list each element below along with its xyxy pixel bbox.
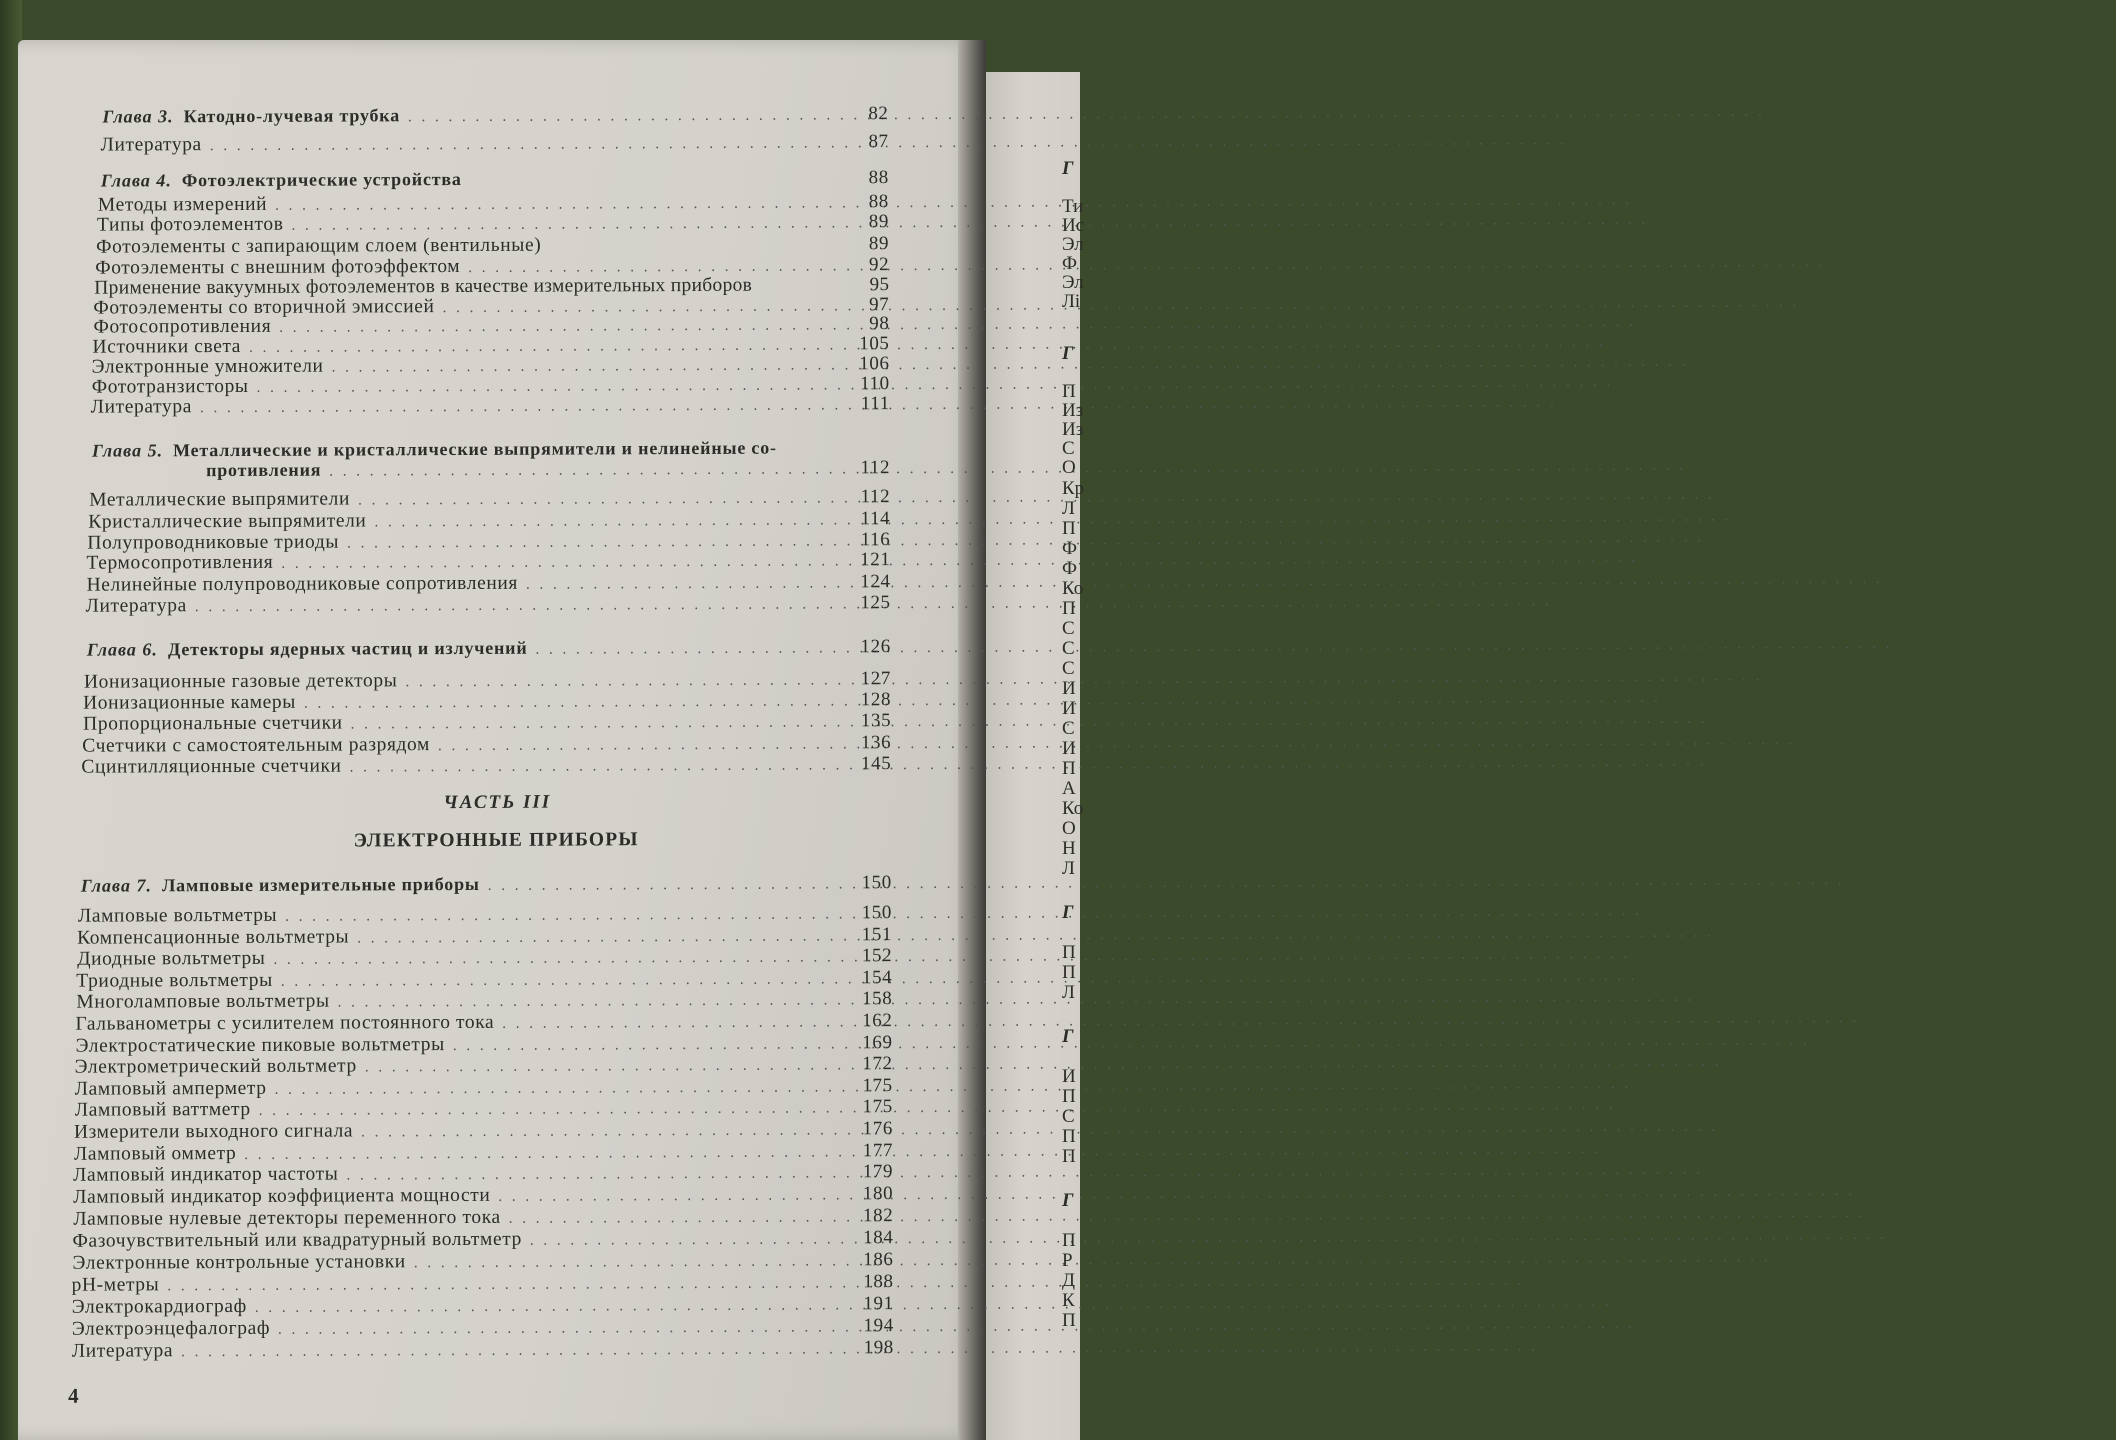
page-ref: 145 [860,753,892,775]
right-page-fragment: С [1062,718,1075,739]
right-page-fragment: И [1062,698,1076,719]
toc-entry [73,1162,893,1185]
right-page-fragment: Л [1062,498,1075,519]
entry-title: Ионизационные камеры [83,691,296,714]
toc-entry [73,1184,893,1207]
page-ref: 128 [860,689,892,711]
entry-title: Измерители выходного сигнала [73,1120,354,1143]
page-ref: 112 [860,486,891,508]
right-page-fragment: Г [1062,1190,1074,1211]
right-page-fragment: П [1062,1230,1076,1251]
right-page-fragment: П [1062,758,1076,779]
page-ref: 97 [869,294,890,316]
entry-title: Ионизационные газовые детекторы [83,670,398,693]
page-ref: 112 [860,457,891,479]
entry-title: Фотосопротивления [93,315,272,338]
right-page-fragment: И [1062,738,1076,759]
right-page-fragment: Г [1062,1026,1074,1047]
page-ref: 95 [869,274,890,296]
page-ref: 169 [862,1032,893,1054]
toc-entry [81,754,891,777]
entry-title: Применение вакуумных фотоэлементов в качестве измерительных приборов [94,274,753,299]
page-ref: 92 [868,254,890,276]
entry-title: Ламповый амперметр [74,1077,267,1100]
entry-title: Триодные вольтметры [76,969,273,992]
toc-chapter-7 [81,873,892,896]
part-title: ЭЛЕКТРОННЫЕ ПРИБОРЫ [353,829,639,852]
toc-entry [83,690,891,713]
page-ref: 88 [868,191,889,213]
page-ref: 162 [862,1010,893,1032]
toc-entry [96,234,889,257]
entry-title: Ламповые вольтметры [77,904,278,927]
page-ref: 194 [863,1315,894,1337]
page-ref: 188 [863,1271,894,1293]
entry-title: Литература [90,396,192,418]
entry-title: Электроэнцефалограф [71,1317,271,1340]
entry-title: Фазочувствительный или квадратурный вольтметр [72,1228,522,1252]
toc-entry [76,1033,893,1056]
page-ref: 98 [869,313,890,335]
toc-entry [77,946,892,969]
right-page-fragment: П [1062,942,1076,963]
entry-title: Литература [71,1340,174,1362]
chapter-title: Ламповые измерительные приборы [161,873,480,896]
right-page-fragment: П [1062,962,1076,983]
chapter-title: Детекторы ядерных частиц и излучений [167,637,528,660]
right-page-fragment: С [1062,618,1075,639]
entry-title: Фотоэлементы со вторичной эмиссией [93,296,435,319]
right-page-fragment: Г [1062,343,1074,364]
right-page-fragment: Ко [1062,798,1084,819]
entry-title: Типы фотоэлементов [96,213,284,236]
page-ref: 150 [861,902,893,924]
entry-title: Многоламповые вольтметры [76,990,330,1013]
entry-title: Кристаллические выпрямители [88,510,367,533]
chapter-label: Глава 4. [100,170,172,191]
right-page-fragment: П [1062,1086,1076,1107]
right-page-fragment: П [1062,1126,1076,1147]
right-page-fragment: Н [1062,838,1076,859]
toc-entry [98,192,889,215]
chapter-label: Глава 5. [91,440,164,461]
right-page-fragment: И [1062,1066,1076,1087]
toc-entry [87,572,891,595]
entry-title: Термосопротивления [86,551,274,574]
page-ref: 177 [862,1140,894,1162]
right-page-fragment: Л [1062,858,1075,879]
right-page-fragment: П [1062,518,1076,539]
page-ref: 106 [859,353,890,375]
right-page-fragment: А [1062,778,1076,799]
entry-title: Счетчики с самостоятельным разрядом [82,734,431,757]
toc-entry [75,1054,893,1077]
toc-entry [97,212,889,235]
toc-entry [74,1119,893,1142]
toc-entry [72,1316,894,1339]
toc-entry [84,669,891,692]
page-ref: 180 [862,1183,894,1205]
page-ref: 82 [868,103,889,125]
toc-chapter-3 [102,104,888,126]
entry-title: Ламповый индикатор коэффициента мощности [73,1184,491,1208]
right-page-fragment: Лі [1062,291,1081,312]
entry-title: pH-метры [71,1274,160,1296]
chapter-title: Катодно-лучевая трубка [183,105,401,127]
page-ref: 124 [860,571,891,593]
page-ref: 172 [862,1053,893,1075]
page-ref: 116 [860,529,891,551]
right-page-fragment: Д [1062,1270,1075,1291]
toc-chapter-4 [101,168,889,190]
toc-entry [74,1141,893,1164]
right-page-fragment: Эл [1062,272,1084,293]
page-ref: 198 [863,1337,894,1359]
page-ref: 126 [860,636,891,658]
toc-entry [72,1294,894,1317]
page-ref: 125 [860,592,891,614]
page-ref: 150 [861,872,892,894]
entry-title: Нелинейные полупроводниковые сопротивления [86,572,518,596]
right-page-fragment: Л [1062,982,1075,1003]
right-page-fragment: И [1062,678,1076,699]
page-ref: 176 [862,1118,893,1140]
right-page-fragment: П [1062,1310,1076,1331]
entry-title: Гальванометры с усилителем постоянного тока [75,1011,495,1035]
toc-entry [91,394,890,417]
page-ref: 179 [862,1161,894,1183]
entry-title: Пропорциональные счетчики [83,712,343,735]
right-page-fragment: П [1062,1146,1076,1167]
toc-entry [72,1250,893,1273]
chapter-title-cont: противления [206,459,322,481]
toc-entry [82,733,891,756]
page-ref: 154 [861,967,893,989]
toc-entry [75,1011,892,1034]
entry-title: Литература [85,595,187,617]
toc-entry [86,593,891,616]
page-ref: 184 [863,1227,894,1249]
page-ref: 89 [868,211,890,233]
right-page-fragment: Ис [1062,215,1085,236]
chapter-title: Фотоэлектрические устройства [181,168,462,191]
right-page-fragment: Г [1062,158,1074,179]
chapter-label: Глава 3. [102,106,174,127]
page-ref: 186 [863,1249,894,1271]
entry-title: Фотоэлементы с внешним фотоэффектом [95,255,461,279]
page-ref: 136 [860,732,892,754]
toc-entry [76,968,892,991]
toc-chapter-5-cont [206,458,890,480]
right-page-fragment: С [1062,638,1075,659]
toc-entry [101,132,889,155]
entry-title: Ламповые нулевые детекторы переменного тока [73,1206,501,1230]
page-ref: 110 [860,373,890,395]
right-page-fragment: С [1062,438,1075,459]
toc-entry [75,1097,893,1120]
page-ref: 87 [868,131,889,153]
toc-entry [86,550,890,573]
right-page-fragment: О [1062,818,1076,839]
entry-title: Электрокардиограф [71,1295,247,1318]
toc-entry [72,1272,894,1295]
page-ref: 89 [868,233,890,255]
page-number: 4 [68,1383,79,1408]
right-page-fragment: Ко [1062,578,1084,599]
chapter-label: Глава 6. [86,639,158,660]
right-page-fragment: П [1062,598,1076,619]
chapter-label: Глава 7. [80,875,152,896]
page-ref: 158 [862,988,893,1010]
toc-entry [75,1076,893,1099]
entry-title: Сцинтилляционные счетчики [81,755,342,778]
page-ref: 175 [862,1075,893,1097]
right-page-fragment: Из [1062,400,1084,421]
entry-title: Металлические выпрямители [89,488,351,511]
page-ref: 152 [861,945,893,967]
right-page-fragment: Эл [1062,234,1084,255]
right-page-fragment: О [1062,457,1076,478]
page-ref: 88 [868,167,889,189]
page-ref: 111 [860,393,890,415]
toc-entry [83,711,891,734]
entry-title: Электрометрический вольтметр [74,1055,357,1078]
right-page-fragment: С [1062,1106,1075,1127]
entry-title: Литература [100,134,202,156]
right-page-fragment: Г [1062,902,1074,923]
right-page-fragment: Ти [1062,196,1084,217]
right-page-fragment: Ф [1062,538,1078,559]
entry-title: Электростатические пиковые вольтметры [75,1034,445,1057]
right-page-fragment: Кр [1062,478,1085,499]
page-ref: 182 [862,1205,894,1227]
right-page-fragment: Из [1062,419,1084,440]
page-ref: 135 [860,710,892,732]
page-ref: 191 [863,1293,894,1315]
entry-title: Ламповый ваттметр [74,1098,251,1121]
right-page-fragment: С [1062,658,1075,679]
entry-title: Источники света [92,335,242,358]
entry-title: Фотоэлементы с запирающим слоем (вентильные) [96,234,542,258]
entry-title: Полупроводниковые триоды [87,531,340,554]
entry-title: Ламповый омметр [73,1142,237,1165]
entry-title: Методы измерений [97,193,268,216]
part-label: ЧАСТЬ III [443,791,552,814]
toc-entry [73,1206,893,1229]
right-page-fragment: К [1062,1290,1075,1311]
toc-entry [78,903,892,926]
page-ref: 151 [861,924,893,946]
right-page-fragment: Ф [1062,558,1078,579]
page-ref: 175 [862,1096,893,1118]
page-ref: 105 [859,333,890,355]
toc-entry [72,1228,893,1251]
page-ref: 114 [860,508,891,530]
toc-entry [77,925,892,948]
right-page-fragment: Ф [1062,253,1078,274]
entry-title: Ламповый индикатор частоты [73,1163,339,1186]
toc-chapter-6 [87,637,891,660]
toc-entry [76,989,892,1012]
toc-entry [72,1338,894,1361]
page-ref: 121 [860,549,891,571]
entry-title: Диодные вольтметры [77,947,266,970]
entry-title: Компенсационные вольтметры [77,926,350,949]
chapter-title: Металлические и кристаллические выпрямители и нелинейные со- [173,437,777,461]
right-page-fragment: Р [1062,1250,1073,1271]
entry-title: Электронные умножители [91,355,324,378]
toc-entry [88,509,890,532]
entry-title: Фототранзисторы [91,375,249,398]
toc-entry [89,487,890,510]
entry-title: Электронные контрольные установки [72,1251,406,1274]
toc-chapter-5 [92,438,890,459]
right-page-fragment: П [1062,381,1076,402]
page-ref: 127 [860,668,892,690]
